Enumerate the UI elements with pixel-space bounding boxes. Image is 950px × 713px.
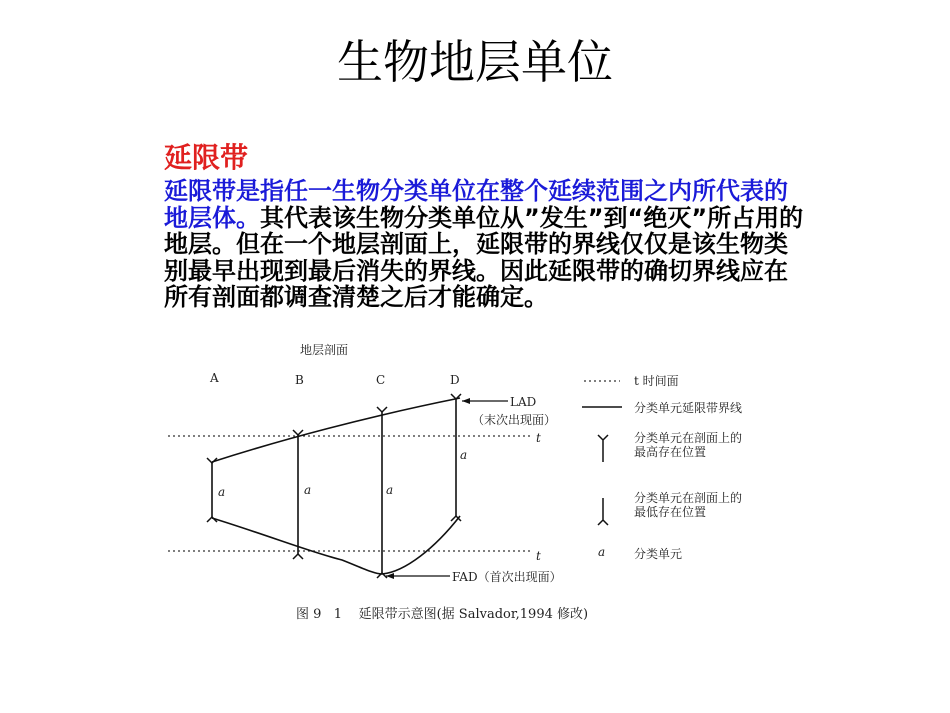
lowest-mark-b [293,554,303,559]
legend-highest-line2: 最高存在位置 [634,445,707,459]
section-label-a: A [210,371,219,385]
legend-taxon-label: 分类单元 [634,547,683,561]
lad-label: LAD [510,395,537,409]
range-zone-diagram [160,338,800,600]
slide-title: 生物地层单位 [337,35,613,89]
legend-taxon-symbol: a [598,545,606,559]
taxon-label-c: a [386,483,394,497]
section-heading: 延限带 [164,141,249,174]
lad-sublabel: （末次出现面） [472,413,557,427]
time-label-lower: t [536,549,541,563]
lad-pointer-arrow [462,398,470,404]
definition-highlight: 延限带是指任一生物分类单位在整个延续范围之内所代表的地层体。 [164,177,788,232]
definition-body: 其代表该生物分类单位从”发生”到“绝灭”所占用的地层。但在一个地层剖面上，延限带的界线仅仅是该生物类别最早出现到最后消失的界线。因此延限带的确切界线应在所有剖面都调查清楚之后才能确定。 [164,203,804,311]
highest-mark-b [293,430,303,435]
legend-highest-line1: 分类单元在剖面上的 [634,431,743,445]
legend-lowest-line1: 分类单元在剖面上的 [634,491,743,505]
section-label-c: C [376,373,386,387]
highest-mark-c [377,407,387,412]
taxon-label-d: a [460,448,468,462]
fad-boundary [212,516,460,574]
legend [582,373,742,561]
legend-time-plane-label: t 时间面 [634,374,679,388]
legend-boundary-label: 分类单元延限带界线 [634,401,743,415]
lowest-mark-a [207,517,217,522]
fad-label: FAD（首次出现面） [452,570,562,584]
definition-paragraph [164,178,804,311]
section-label-b: B [295,373,304,387]
lad-boundary [212,398,460,462]
legend-lowest-symbol [598,498,608,525]
section-label-d: D [450,373,460,387]
highest-mark-a [207,458,217,463]
taxon-label-b: a [304,483,312,497]
legend-highest-symbol [598,435,608,462]
taxon-label-a: a [218,485,226,499]
legend-lowest-line2: 最低存在位置 [634,505,707,519]
figure-caption: 图 9 1 延限带示意图(据 Salvador,1994 修改) [296,607,589,622]
time-label-upper: t [536,431,541,445]
diagram-header: 地层剖面 [300,343,349,357]
